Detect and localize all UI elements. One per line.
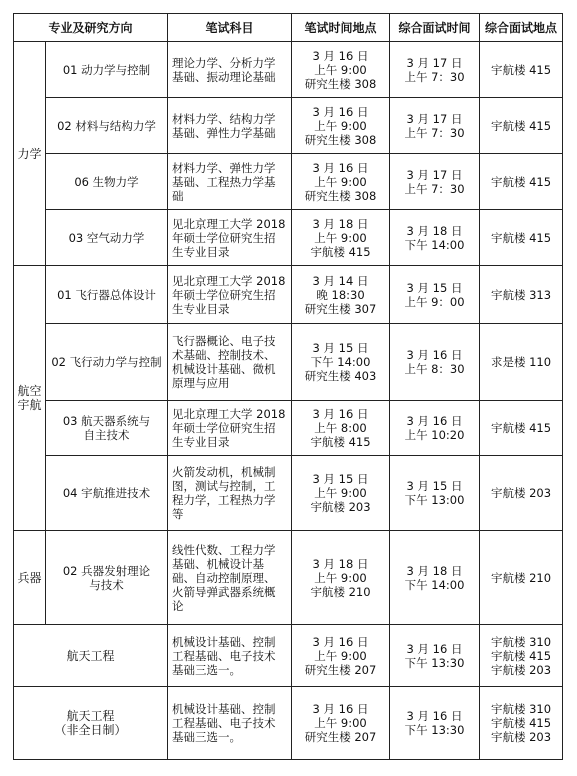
cell-line: 宇航楼 415: [490, 648, 552, 663]
cell-line: 下午 13:30: [404, 723, 465, 737]
written-time-place-cell: [292, 324, 390, 401]
cell-line: 宇航楼 310: [490, 702, 552, 716]
schedule-table: [13, 13, 563, 760]
cell-line: 宇航楼 415: [310, 435, 371, 449]
interview-place-cell: [480, 42, 563, 98]
major-cell: [14, 687, 168, 760]
cell-line: 宇航楼 415: [310, 244, 371, 259]
major-cell: 力学: [14, 42, 46, 266]
written-time-place-cell: [292, 210, 390, 266]
cell-line: 03 航天器系统与: [62, 414, 151, 428]
header-row: [14, 14, 563, 42]
cell-line: 下午 14:00: [404, 237, 465, 252]
cell-line: 宇航楼 210: [490, 570, 552, 585]
cell-line: 3 月 16 日: [312, 702, 369, 716]
cell-line: 宇航楼 203: [490, 486, 552, 500]
major-cell: [14, 625, 168, 687]
cell-line: 工程基础、电子技术: [172, 716, 276, 730]
interview-place-cell: [480, 98, 563, 154]
interview-place-cell: [480, 154, 563, 210]
header-written-time-place: 笔试时间地点: [292, 14, 390, 42]
direction-cell: [46, 210, 168, 266]
direction-cell: [46, 266, 168, 324]
cell-line: 见北京理工大学 2018: [172, 407, 286, 421]
written-time-place-cell: [292, 266, 390, 324]
written-time-place-cell: [292, 42, 390, 98]
cell-line: 04 宇航推进技术: [62, 486, 151, 500]
interview-place-cell: [480, 456, 563, 531]
cell-line: 航天工程: [66, 709, 115, 723]
cell-line: 基础三选一。: [172, 662, 242, 677]
written-subjects-cell: [168, 154, 292, 210]
cell-line: 机械设计基础、控制: [172, 702, 276, 716]
cell-line: 研究生楼 308: [304, 76, 377, 91]
interview-place-cell: [480, 687, 563, 760]
cell-line: 材料力学、结构力学: [172, 111, 276, 126]
cell-line: 3 月 16 日: [312, 104, 369, 119]
direction-cell: [46, 42, 168, 98]
cell-line: 宇航楼 415: [490, 716, 552, 730]
cell-line: 3 月 15 日: [406, 479, 463, 493]
cell-line: 下午 13:00: [404, 493, 465, 507]
cell-line: 材料力学、弹性力学: [172, 160, 276, 175]
cell-line: 3 月 16 日: [406, 641, 463, 656]
interview-time-cell: [390, 687, 480, 760]
cell-line: 上午 7：30: [404, 69, 465, 84]
cell-line: 理论力学、分析力学: [172, 55, 276, 70]
cell-line: 原理与应用: [172, 376, 230, 390]
written-subjects-cell: [168, 98, 292, 154]
cell-line: 年硕士学位研究生招: [172, 287, 276, 302]
cell-line: 飞行器概论、电子技: [172, 334, 276, 348]
cell-line: 01 飞行器总体设计: [57, 287, 156, 302]
cell-line: 宇航楼 415: [490, 230, 552, 245]
cell-line: 机械设计基础、控制: [172, 634, 276, 649]
cell-line: 年硕士学位研究生招: [172, 421, 276, 435]
interview-place-cell: [480, 324, 563, 401]
written-subjects-cell: [168, 42, 292, 98]
written-subjects-cell: [168, 210, 292, 266]
interview-place-cell: [480, 401, 563, 456]
cell-line: 3 月 16 日: [312, 160, 369, 175]
cell-line: 3 月 16 日: [406, 414, 463, 428]
interview-time-cell: [390, 625, 480, 687]
cell-line: 宇航楼 310: [490, 634, 552, 649]
table-row: [14, 625, 563, 687]
cell-line: 上午 9:00: [314, 716, 367, 730]
cell-line: 3 月 18 日: [406, 563, 463, 578]
cell-line: 基础三选一。: [172, 730, 242, 744]
cell-line: 3 月 16 日: [312, 634, 369, 649]
cell-line: 基础、弹性力学基础: [172, 125, 276, 140]
cell-line: 工程基础、电子技术: [172, 648, 276, 663]
direction-cell: [46, 401, 168, 456]
cell-line: 宇航楼 203: [490, 730, 552, 744]
cell-line: 研究生楼 308: [304, 188, 377, 203]
header-interview-time: 综合面试时间: [390, 14, 480, 42]
header-major-direction: 专业及研究方向: [14, 14, 168, 42]
written-time-place-cell: [292, 625, 390, 687]
cell-line: 机械设计基础、微机: [172, 362, 276, 376]
major-cell: 航空宇航: [14, 266, 46, 531]
cell-line: 上午 9:00: [314, 62, 367, 77]
cell-line: 宇航楼 313: [490, 287, 552, 302]
cell-line: 3 月 16 日: [406, 348, 463, 362]
cell-line: 3 月 16 日: [406, 709, 463, 723]
table-row: [14, 456, 563, 531]
header-interview-place: 综合面试地点: [480, 14, 563, 42]
written-subjects-cell: [168, 266, 292, 324]
cell-line: 基础、机械设计基: [172, 556, 265, 571]
written-subjects-cell: [168, 625, 292, 687]
interview-place-cell: [480, 625, 563, 687]
cell-line: 3 月 15 日: [312, 341, 369, 355]
cell-line: 火箭发动机，机械制: [172, 465, 276, 479]
cell-line: 3 月 17 日: [406, 167, 463, 182]
table-row: [14, 210, 563, 266]
cell-line: 上午 8：30: [404, 362, 465, 376]
written-time-place-cell: [292, 687, 390, 760]
interview-time-cell: [390, 401, 480, 456]
written-subjects-cell: [168, 456, 292, 531]
cell-line: 3 月 17 日: [406, 111, 463, 126]
cell-line: 3 月 14 日: [312, 273, 369, 288]
interview-time-cell: [390, 98, 480, 154]
schedule-document: [13, 13, 563, 760]
interview-place-cell: [480, 266, 563, 324]
direction-cell: [46, 154, 168, 210]
interview-place-cell: [480, 210, 563, 266]
cell-line: 3 月 18 日: [312, 216, 369, 231]
cell-line: 求是楼 110: [490, 355, 552, 369]
written-subjects-cell: [168, 531, 292, 625]
written-time-place-cell: [292, 531, 390, 625]
cell-line: 见北京理工大学 2018: [172, 216, 286, 231]
cell-line: 程力学，工程热力学: [172, 493, 276, 507]
cell-line: 下午 13:30: [404, 655, 465, 670]
cell-line: 下午 14:00: [310, 355, 371, 369]
interview-place-cell: [480, 531, 563, 625]
table-row: [14, 266, 563, 324]
table-row: [14, 42, 563, 98]
cell-line: 下午 14:00: [404, 577, 465, 592]
table-row: [14, 531, 563, 625]
cell-line: 上午 9:00: [314, 570, 367, 585]
written-subjects-cell: [168, 687, 292, 760]
cell-line: 宇航楼 415: [490, 174, 552, 189]
cell-line: 宇航楼 210: [310, 584, 371, 599]
cell-line: 与技术: [89, 577, 124, 592]
cell-line: 01 动力学与控制: [62, 62, 151, 77]
direction-cell: [46, 324, 168, 401]
cell-line: 宇航楼 415: [490, 118, 552, 133]
cell-line: 3 月 15 日: [406, 280, 463, 295]
cell-line: 06 生物力学: [74, 174, 139, 189]
cell-line: 图，测试与控制，工: [172, 479, 276, 493]
written-time-place-cell: [292, 98, 390, 154]
interview-time-cell: [390, 210, 480, 266]
cell-line: 3 月 16 日: [312, 48, 369, 63]
cell-line: 上午 7：30: [404, 125, 465, 140]
cell-line: 上午 9:00: [314, 648, 367, 663]
cell-line: 上午 9：00: [404, 294, 465, 309]
table-row: [14, 401, 563, 456]
cell-line: 02 材料与结构力学: [57, 118, 156, 133]
cell-line: 宇航楼 415: [490, 62, 552, 77]
cell-line: 研究生楼 308: [304, 132, 377, 147]
cell-line: （非全日制）: [54, 723, 127, 737]
table-row: [14, 154, 563, 210]
cell-line: 上午 8:00: [314, 421, 367, 435]
cell-line: 基础、工程热力学基: [172, 174, 276, 189]
cell-line: 自主技术: [83, 428, 130, 442]
direction-cell: [46, 98, 168, 154]
cell-line: 生专业目录: [172, 301, 230, 316]
cell-line: 研究生楼 207: [304, 730, 377, 744]
table-body: [14, 42, 563, 760]
cell-line: 3 月 18 日: [406, 223, 463, 238]
cell-line: 础: [172, 188, 184, 203]
cell-line: 础、自动控制原理、: [172, 570, 276, 585]
cell-line: 线性代数、工程力学: [172, 542, 276, 557]
table-row: [14, 324, 563, 401]
cell-line: 研究生楼 307: [304, 301, 377, 316]
interview-time-cell: [390, 42, 480, 98]
cell-line: 晚 18:30: [316, 287, 365, 302]
direction-cell: [46, 531, 168, 625]
cell-line: 上午 9:00: [314, 230, 367, 245]
cell-line: 宇航楼 203: [490, 662, 552, 677]
written-subjects-cell: [168, 401, 292, 456]
written-time-place-cell: [292, 401, 390, 456]
cell-line: 02 兵器发射理论: [62, 563, 151, 578]
cell-line: 3 月 16 日: [312, 407, 369, 421]
cell-line: 航天工程: [66, 648, 115, 663]
cell-line: 等: [172, 507, 184, 521]
cell-line: 术基础、控制技术、: [172, 348, 276, 362]
table-row: [14, 98, 563, 154]
cell-line: 3 月 15 日: [312, 472, 369, 486]
cell-line: 火箭导弹武器系统概: [172, 584, 276, 599]
cell-line: 生专业目录: [172, 244, 230, 259]
major-cell: 兵器: [14, 531, 46, 625]
cell-line: 上午 9:00: [314, 174, 367, 189]
header-written-subjects: 笔试科目: [168, 14, 292, 42]
cell-line: 研究生楼 403: [304, 369, 377, 383]
interview-time-cell: [390, 324, 480, 401]
cell-line: 03 空气动力学: [68, 230, 145, 245]
written-time-place-cell: [292, 456, 390, 531]
interview-time-cell: [390, 531, 480, 625]
cell-line: 生专业目录: [172, 435, 230, 449]
cell-line: 研究生楼 207: [304, 662, 377, 677]
cell-line: 宇航楼 203: [310, 500, 371, 514]
cell-line: 3 月 17 日: [406, 55, 463, 70]
written-subjects-cell: [168, 324, 292, 401]
cell-line: 上午 7：30: [404, 181, 465, 196]
cell-line: 02 飞行动力学与控制: [51, 355, 162, 369]
interview-time-cell: [390, 456, 480, 531]
table-row: [14, 687, 563, 760]
cell-line: 上午 9:00: [314, 118, 367, 133]
interview-time-cell: [390, 266, 480, 324]
cell-line: 基础、振动理论基础: [172, 69, 276, 84]
cell-line: 见北京理工大学 2018: [172, 273, 286, 288]
cell-line: 上午 10:20: [404, 428, 465, 442]
written-time-place-cell: [292, 154, 390, 210]
cell-line: 年硕士学位研究生招: [172, 230, 276, 245]
direction-cell: [46, 456, 168, 531]
cell-line: 3 月 18 日: [312, 556, 369, 571]
interview-time-cell: [390, 154, 480, 210]
cell-line: 宇航楼 415: [490, 421, 552, 435]
cell-line: 论: [172, 598, 184, 613]
cell-line: 上午 9:00: [314, 486, 367, 500]
